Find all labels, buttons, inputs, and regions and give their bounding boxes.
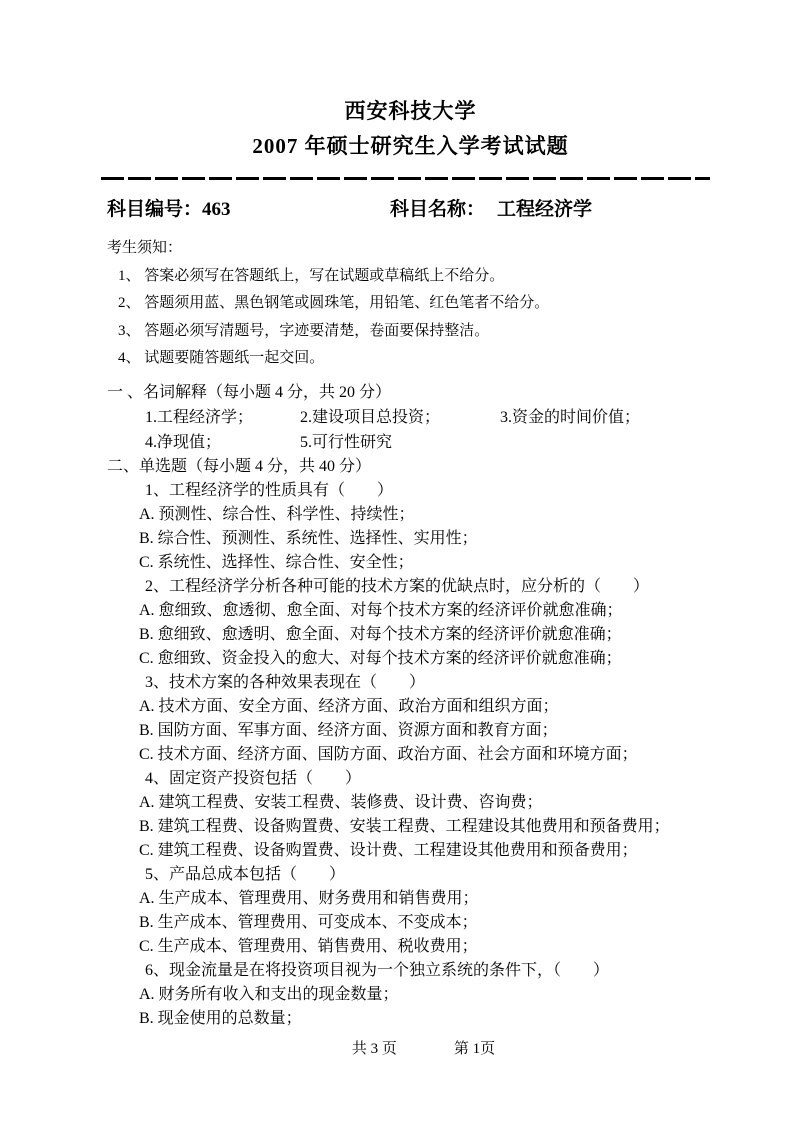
question-stem: 3、技术方案的各种效果表现在（ ） — [145, 673, 426, 691]
question-option: A. 生产成本、管理费用、财务费用和销售费用； — [139, 889, 479, 907]
question-stem: 5、产品总成本包括（ ） — [145, 865, 346, 883]
question-block — [107, 671, 714, 767]
exam-header — [107, 94, 714, 164]
question-block — [107, 767, 714, 863]
section-two-heading: 二、单选题（每小题 4 分，共 40 分） — [107, 457, 372, 475]
header-divider — [101, 177, 710, 180]
question-option: B. 生产成本、管理费用、可变成本、不变成本； — [139, 913, 478, 931]
term-item: 2.建设项目总投资； — [300, 408, 441, 426]
notice-item: 4、 试题要随答题纸一起交回。 — [118, 350, 325, 366]
candidate-notice — [107, 235, 714, 373]
term-item: 4.净现值； — [145, 433, 222, 451]
subject-code-label: 科目编号： — [107, 199, 203, 220]
question-block — [107, 575, 714, 671]
subject-code-value: 463 — [202, 199, 231, 220]
question-stem: 2、工程经济学分析各种可能的技术方案的优缺点时，应分析的（ ） — [145, 577, 650, 595]
notice-title: 考生须知： — [107, 240, 183, 256]
subject-row — [107, 195, 714, 224]
subject-code — [107, 195, 390, 224]
term-item: 3.资金的时间价值； — [500, 408, 641, 426]
question-option: C. 技术方面、经济方面、国防方面、政治方面、社会方面和环境方面； — [139, 745, 638, 763]
question-option: A. 预测性、综合性、科学性、持续性； — [139, 505, 415, 523]
current-page-label: 第 1页 — [453, 1040, 496, 1057]
question-option: A. 愈细致、愈透彻、愈全面、对每个技术方案的经济评价就愈准确； — [139, 601, 623, 619]
question-option: C. 愈细致、资金投入的愈大、对每个技术方案的经济评价就愈准确； — [139, 649, 622, 667]
total-pages-label: 共 3 页 — [351, 1040, 397, 1057]
subject-name-value: 工程经济学 — [497, 199, 593, 220]
question-option: C. 生产成本、管理费用、销售费用、税收费用； — [139, 937, 478, 955]
question-stem: 1、工程经济学的性质具有（ ） — [145, 481, 394, 499]
university-title: 西安科技大学 — [344, 99, 477, 123]
question-option: A. 财务所有收入和支出的现金数量； — [139, 985, 399, 1003]
subject-name — [390, 195, 592, 224]
notice-item: 3、 答题必须写清题号，字迹要清楚，卷面要保持整洁。 — [118, 322, 490, 339]
question-option: B. 国防方面、军事方面、经济方面、资源方面和教育方面； — [139, 721, 558, 739]
subject-name-label: 科目名称： — [390, 199, 486, 220]
question-block — [107, 863, 714, 959]
section-one-heading: 一 、名词解释（每小题 4 分，共 20 分） — [107, 383, 392, 401]
exam-title: 2007 年硕士研究生入学考试试题 — [252, 134, 569, 158]
notice-item: 2、 答题须用蓝、黑色钢笔或圆珠笔，用铅笔、红色笔者不给分。 — [118, 295, 550, 311]
terms-row — [107, 430, 714, 455]
question-stem: 4、固定资产投资包括（ ） — [145, 769, 362, 787]
section-one — [107, 380, 714, 455]
page-footer — [133, 1038, 714, 1060]
term-item: 1.工程经济学； — [145, 408, 254, 426]
question-block — [107, 959, 714, 1031]
question-option: B. 现金使用的总数量； — [139, 1009, 302, 1027]
question-option: B. 建筑工程费、设备购置费、安装工程费、工程建设其他费用和预备费用； — [139, 817, 670, 835]
terms-row — [107, 405, 714, 430]
question-option: A. 技术方面、安全方面、经济方面、政治方面和组织方面； — [139, 697, 559, 715]
notice-item: 1、 答案必须写在答题纸上，写在试题或草稿纸上不给分。 — [118, 267, 505, 284]
question-option: B. 综合性、预测性、系统性、选择性、实用性； — [139, 529, 478, 547]
question-stem: 6、现金流量是在将投资项目视为一个独立系统的条件下，（ ） — [145, 961, 610, 979]
section-two — [107, 455, 714, 1031]
question-option: A. 建筑工程费、安装工程费、装修费、设计费、咨询费； — [139, 793, 543, 811]
term-item: 5.可行性研究 — [300, 433, 393, 451]
question-option: B. 愈细致、愈透明、愈全面、对每个技术方案的经济评价就愈准确； — [139, 625, 622, 643]
question-option: C. 建筑工程费、设备购置费、设计费、工程建设其他费用和预备费用； — [139, 841, 638, 859]
question-option: C. 系统性、选择性、综合性、安全性； — [139, 553, 414, 571]
question-block — [107, 479, 714, 575]
